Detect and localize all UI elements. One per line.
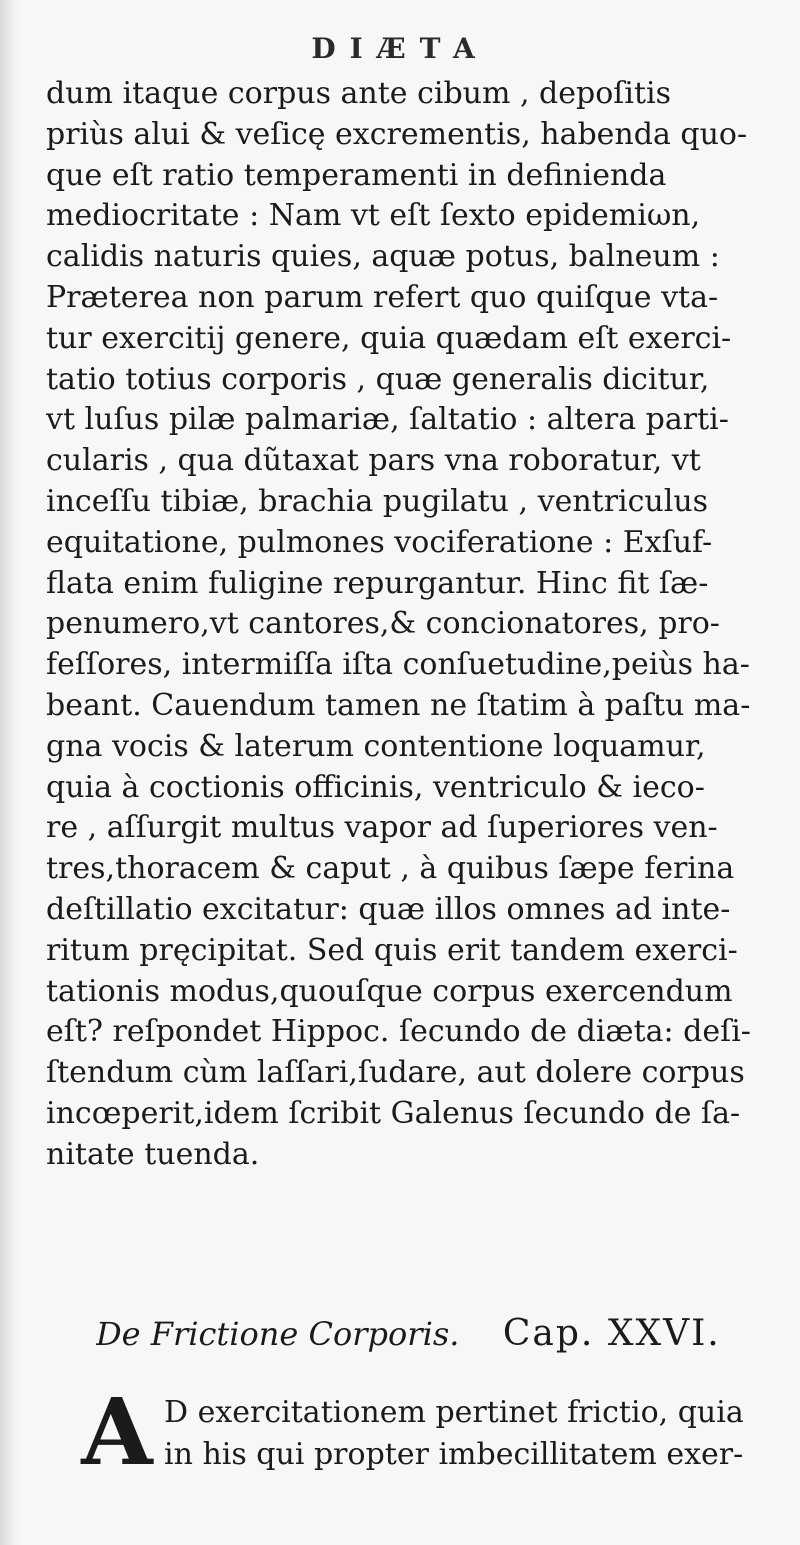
text-line: D exercitationem pertinet frictio, quia	[164, 1395, 744, 1430]
text-line: feſſores, intermiſſa iſta conſuetudine,peiùs ha-	[46, 647, 750, 683]
chapter-opening-paragraph	[74, 1378, 760, 1502]
text-line: deſtillatio excitatur: quæ illos omnes ad inte-	[46, 891, 731, 927]
text-line: inceſſu tibiæ, brachia pugilatu , ventriculus	[46, 483, 709, 519]
text-line: calidis naturis quies, aquæ potus, balneum :	[46, 239, 720, 275]
text-line: tur exercitij genere, quia quædam eſt exerci-	[46, 320, 732, 356]
text-line: ritum pręcipitat. Sed quis erit tandem exerci-	[46, 932, 738, 968]
text-line: incœperit,idem ſcribit Galenus ſecundo de ſa-	[46, 1095, 741, 1131]
text-line: gna vocis & laterum contentione loquamur,	[46, 728, 706, 764]
scan-edge-shadow	[0, 0, 22, 1545]
drop-cap: A	[81, 1378, 153, 1486]
text-line: penumero,vt cantores,& concionatores, pro-	[46, 606, 720, 642]
opening-lines	[164, 1392, 760, 1476]
text-line: que eſt ratio temperamenti in definienda	[46, 157, 667, 193]
text-line: tres,thoracem & caput , à quibus ſæpe ferina	[46, 851, 735, 887]
text-line: Præterea non parum refert quo quiſque vta-	[46, 279, 719, 315]
chapter-number: Cap. XXVI.	[502, 1313, 721, 1354]
running-head: DIÆTA	[311, 32, 489, 65]
text-line: nitate tuenda.	[46, 1136, 260, 1172]
text-line: re , aſſurgit multus vapor ad ſuperiores ven-	[46, 810, 718, 846]
text-line: dum itaque corpus ante cibum , depoſitis	[46, 76, 672, 111]
text-line: cularis , qua dũtaxat pars vna roboratur, vt	[46, 443, 701, 479]
text-line: tationis modus,quouſque corpus exercendum	[46, 973, 733, 1009]
text-line: in his qui propter imbecillitatem exer-	[164, 1437, 744, 1472]
text-line: beant. Cauendum tamen ne ſtatim à paſtu ma-	[46, 687, 751, 723]
text-line: equitatione, pulmones vociferatione : Exſuf-	[46, 524, 713, 560]
body-text	[46, 74, 754, 1176]
text-line: priùs alui & veſicę excrementis, habenda quo-	[46, 116, 748, 152]
text-line: quia à coctionis officinis, ventriculo & ieco-	[46, 769, 705, 805]
chapter-title: De Frictione Corporis.	[96, 1315, 460, 1353]
text-line: mediocritate : Nam vt eſt ſexto epidemiωn,	[46, 198, 701, 234]
text-line: tatio totius corporis , quæ generalis dicitur,	[46, 361, 710, 397]
chapter-heading	[96, 1308, 760, 1360]
text-line: ſtendum cùm laſſari,ſudare, aut dolere corpus	[46, 1055, 745, 1091]
text-line: eſt? reſpondet Hippoc. ſecundo de diæta: deſi-	[46, 1014, 751, 1050]
text-line: vt luſus pilæ palmariæ, ſaltatio : altera parti-	[46, 402, 729, 438]
text-line: flata enim fuligine repurgantur. Hinc fit ſæ-	[46, 565, 709, 601]
